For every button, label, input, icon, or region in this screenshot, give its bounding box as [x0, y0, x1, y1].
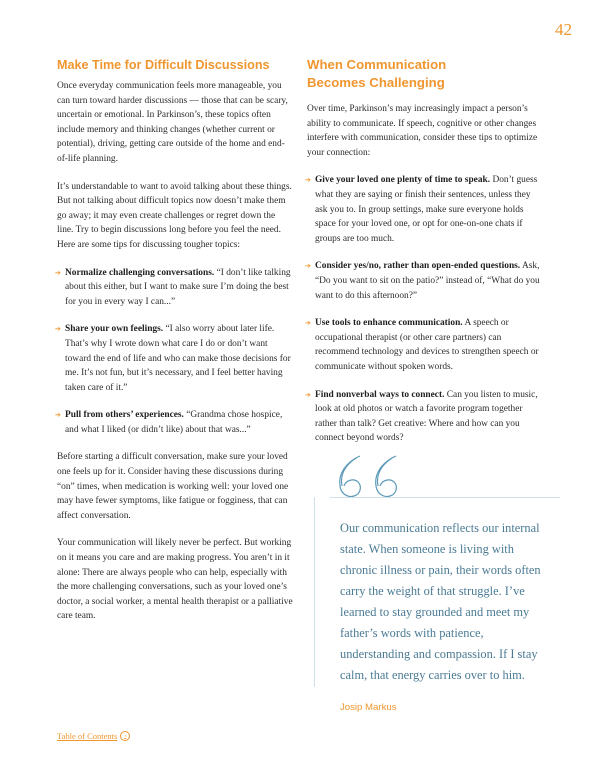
- arrow-bullet-icon: ➔: [305, 262, 311, 271]
- tip-item: [307, 259, 543, 303]
- tip-item: [57, 266, 293, 310]
- tip-text: “I also worry about later life. That’s why I wrote down what care I do or don’t want toward the end of life and who can make those decisions for me. It’s not fun, but it’s necessary, and I feel better having taken care of it.”: [65, 324, 291, 393]
- tip-text: A speech or occupational therapist (or other care partners) can recommend technology and devices to strengthen speech or communicate without spoken words.: [315, 318, 539, 372]
- quote-author: Josip Markus: [340, 702, 397, 713]
- tip-text: Don’t guess what they are saying or finish their sentences, unless they ask you to. In group settings, make sure everyone holds space for your loved one, or opt for one-on-one chats if groups are too much.: [315, 175, 538, 244]
- body-paragraph: Your communication will likely never be perfect. But working on it means you care and are making progress. You aren’t in it alone: There are always people who can help, especially with the more challenging conversations, such as your loved one’s doctor, a social worker, a mental health therapist or a palliative care team.: [57, 538, 293, 622]
- tip-item: [307, 388, 543, 446]
- arrow-bullet-icon: ➔: [55, 411, 61, 420]
- arrow-bullet-icon: ➔: [305, 319, 311, 328]
- section-heading-communication-challenging: When Communication Becomes Challenging: [307, 57, 447, 90]
- tip-item: [57, 408, 293, 437]
- section-heading-difficult-discussions: Make Time for Difficult Discussions: [57, 58, 270, 72]
- tip-text: Ask, “Do you want to sit on the patio?” instead of, “What do you want to do this afternoon?”: [315, 261, 540, 301]
- table-of-contents-link[interactable]: [57, 731, 130, 741]
- arrow-bullet-icon: ➔: [55, 325, 61, 334]
- page-number: 42: [555, 20, 572, 39]
- arrow-bullet-icon: ➔: [305, 390, 311, 399]
- right-column: [307, 56, 543, 446]
- quote-divider: [330, 497, 560, 498]
- body-paragraph: Once everyday communication feels more manageable, you can turn toward harder discussions — those that can be scary, uncertain or emotional. In Parkinson’s, these topics often include memory and thinking changes (whether current or potential), driving, getting care outside of the home and end-of-life planning.: [57, 81, 288, 164]
- tip-title: Normalize challenging conversations.: [65, 267, 215, 278]
- toc-label: Table of Contents: [57, 731, 118, 741]
- tip-item: [307, 173, 543, 246]
- tip-title: Share your own feelings.: [65, 324, 164, 335]
- left-column: [57, 56, 293, 624]
- tip-text: “I don’t like talking about this either, but I want to make sure I’m doing the best for you in every way I can...”: [65, 267, 291, 307]
- tip-title: Give your loved one plenty of time to speak.: [315, 175, 491, 186]
- quote-divider-vertical: [314, 497, 315, 687]
- tip-title: Consider yes/no, rather than open-ended questions.: [315, 261, 521, 272]
- arrow-bullet-icon: ➔: [55, 268, 61, 277]
- tip-title: Pull from others’ experiences.: [65, 410, 184, 421]
- quote-mark-icon: [330, 448, 410, 508]
- body-paragraph: It’s understandable to want to avoid talking about these things. But not talking about difficult topics now doesn’t make them go away; it may even create challenges or regret down the line. Try to begin discussions long before you feel the need. Here are some tips for discussing tougher topics:: [57, 181, 292, 250]
- body-paragraph: Over time, Parkinson’s may increasingly impact a person’s ability to communicate. If speech, cognitive or other changes interfere with communication, consider these tips to optimize your connection:: [307, 104, 538, 158]
- chevron-right-icon: ›: [120, 731, 130, 741]
- arrow-bullet-icon: ➔: [305, 176, 311, 185]
- tip-title: Find nonverbal ways to connect.: [315, 389, 445, 400]
- tip-text: Can you listen to music, look at old photos or watch a favorite program together rather than talk? Get creative: Where and how can you connect beyond words?: [315, 389, 538, 444]
- tip-text: “Grandma chose hospice, and what I liked (or didn’t like) about that was...”: [65, 410, 283, 435]
- tip-title: Use tools to enhance communication.: [315, 318, 463, 329]
- pull-quote: Our communication reflects our internal state. When someone is living with chronic illness or pain, their words often carry the weight of that struggle. I’ve learned to stay grounded and meet my father’s words with patience, understanding and compassion. If I stay calm, that energy carries over to him.: [340, 521, 541, 682]
- body-paragraph: Before starting a difficult conversation, make sure your loved one feels up for it. Consider having these discussions during “on” times, when medication is working well: your loved one may have fewer symptoms, like fatigue or fogginess, that can affect conversation.: [57, 452, 289, 521]
- tip-item: [307, 316, 543, 374]
- tip-item: [57, 322, 293, 395]
